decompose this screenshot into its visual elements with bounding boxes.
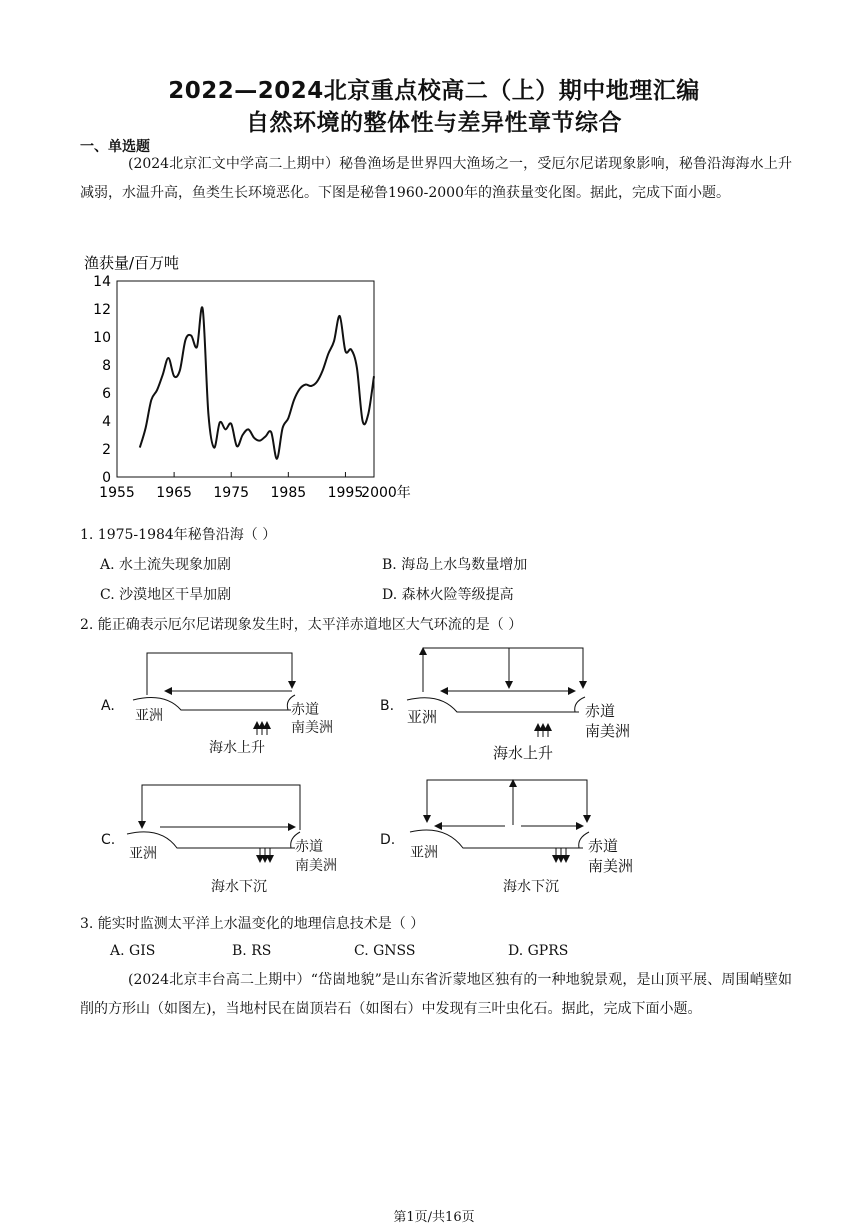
samerica-label-d: 南美洲 xyxy=(588,857,634,875)
q3-option-a[interactable]: A. GIS xyxy=(110,943,156,959)
upwelling-label-b: 海水上升 xyxy=(493,744,554,762)
catch-series-line xyxy=(140,307,374,459)
page-footer: 第1页/共16页 xyxy=(393,1210,475,1225)
equator-label-b: 赤道 xyxy=(585,702,616,720)
sinking-label-d: 海水下沉 xyxy=(503,879,559,895)
samerica-label-c: 南美洲 xyxy=(295,858,337,874)
y-tick-label: 6 xyxy=(102,386,111,402)
q3-option-b[interactable]: B. RS xyxy=(232,943,272,959)
sinking-label-c: 海水下沉 xyxy=(211,879,267,895)
intro-paragraph-1 xyxy=(80,150,792,207)
q1-stem: 1. 1975-1984年秘鲁沿海（ ） xyxy=(80,527,277,543)
q1-option-b[interactable]: B. 海岛上水鸟数量增加 xyxy=(382,557,528,573)
q3-option-c[interactable]: C. GNSS xyxy=(354,943,416,959)
label-a[interactable]: A. xyxy=(101,698,115,714)
y-tick-label: 8 xyxy=(102,358,111,374)
samerica-label-a: 南美洲 xyxy=(291,720,333,736)
y-tick-label: 0 xyxy=(102,470,111,486)
chart-ylabel: 渔获量/百万吨 xyxy=(84,254,180,272)
y-tick-label: 4 xyxy=(102,414,111,430)
asia-label-a: 亚洲 xyxy=(135,708,163,724)
asia-label-b: 亚洲 xyxy=(407,708,438,726)
label-b[interactable]: B. xyxy=(380,698,395,714)
q1-option-d[interactable]: D. 森林火险等级提高 xyxy=(382,587,514,603)
x-tick-label: 1995 xyxy=(327,485,364,501)
q1-option-a[interactable]: A. 水土流失现象加剧 xyxy=(100,557,232,573)
section-heading: 一、单选题 xyxy=(80,139,150,155)
doc-title-line2: 自然环境的整体性与差异性章节综合 xyxy=(246,110,622,136)
q2-stem: 2. 能正确表示厄尔尼诺现象发生时，太平洋赤道地区大气环流的是（ ） xyxy=(80,617,523,633)
catch-chart xyxy=(80,250,440,505)
intro-paragraph-2 xyxy=(80,966,792,1023)
intro-text-2: (2024北京丰台高二上期中）“岱崮地貌”是山东省沂蒙地区独有的一种地貌景观，是山顶平展、周围峭壁如削的方形山（如图左)，当地村民在崮顶岩石（如图右）中发现有三叶虫化石。据此，完成下面小题。 xyxy=(80,972,792,1017)
x-tick-label: 1955 xyxy=(99,485,135,501)
y-tick-label: 14 xyxy=(93,274,111,290)
q3-option-d[interactable]: D. GPRS xyxy=(508,943,569,959)
y-tick-label: 10 xyxy=(93,330,111,346)
x-tick-label: 2000年 xyxy=(361,485,411,501)
q1-option-c[interactable]: C. 沙漠地区干旱加剧 xyxy=(100,587,232,603)
label-c[interactable]: C. xyxy=(101,832,116,848)
asia-label-d: 亚洲 xyxy=(410,845,438,861)
samerica-label-b: 南美洲 xyxy=(585,722,631,740)
y-tick-label: 2 xyxy=(102,442,111,458)
doc-title-line1: 2022—2024北京重点校高二（上）期中地理汇编 xyxy=(168,78,700,104)
equator-label-c: 赤道 xyxy=(295,839,323,855)
label-d[interactable]: D. xyxy=(380,832,396,848)
intro-text-1: (2024北京汇文中学高二上期中）秘鲁渔场是世界四大渔场之一，受厄尔尼诺现象影响，秘鲁沿海海水上升减弱，水温升高，鱼类生长环境恶化。下图是秘鲁1960-2000年的渔获量变化图。据此，完成下面小题。 xyxy=(80,156,792,201)
q3-stem: 3. 能实时监测太平洋上水温变化的地理信息技术是（ ） xyxy=(80,916,425,932)
x-tick-label: 1975 xyxy=(213,485,250,501)
x-tick-label: 1985 xyxy=(270,485,307,501)
equator-label-a: 赤道 xyxy=(291,702,319,718)
asia-label-c: 亚洲 xyxy=(129,846,157,862)
y-tick-label: 12 xyxy=(93,302,111,318)
equator-label-d: 赤道 xyxy=(588,837,619,855)
plot-frame xyxy=(117,281,374,477)
circulation-diagrams xyxy=(95,640,655,905)
x-tick-label: 1965 xyxy=(156,485,192,501)
upwelling-label-a: 海水上升 xyxy=(209,740,265,756)
